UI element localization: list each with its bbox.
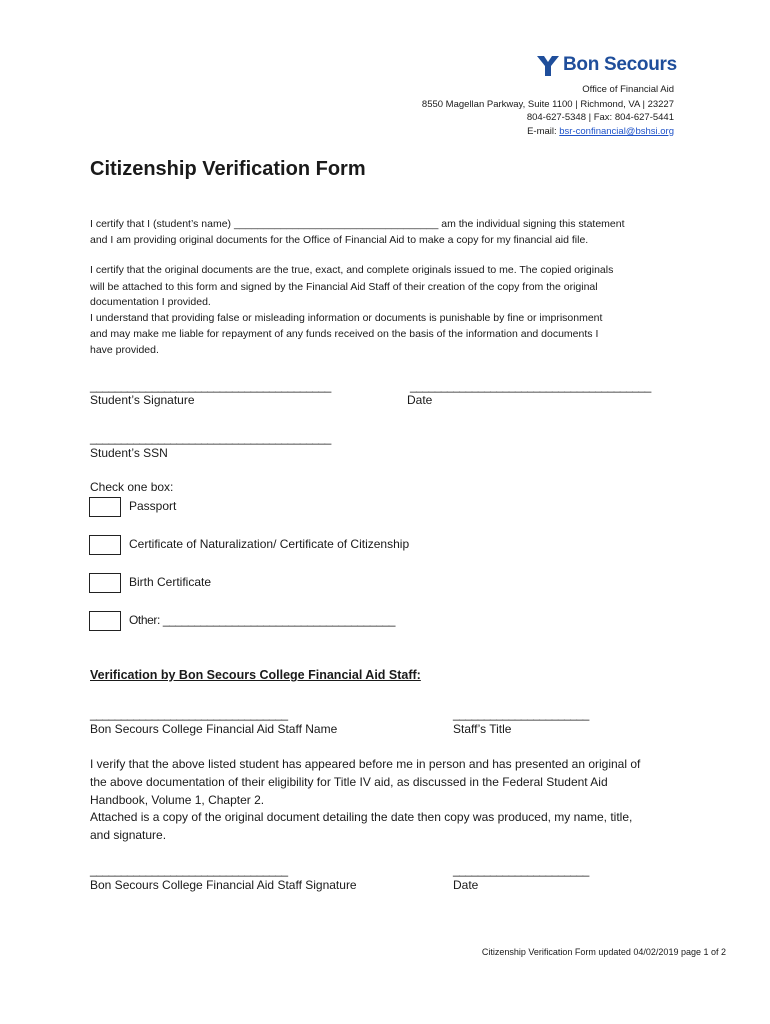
certify-line-6: have provided. (90, 344, 159, 356)
student-signature-label: Student’s Signature (90, 393, 195, 407)
verify-line-4: Attached is a copy of the original document detailing the date then copy was produced, my name, title, (90, 810, 633, 824)
passport-label: Passport (129, 499, 177, 513)
email-label: E-mail: (527, 126, 560, 137)
naturalization-checkbox[interactable] (89, 535, 121, 555)
student-date-line[interactable]: _______________________________________ (410, 379, 651, 393)
check-prompt: Check one box: (90, 480, 174, 494)
verify-line-2: the above documentation of their eligibility for Title IV aid, as discussed in the Federal Student Aid (90, 775, 608, 789)
staff-signature-line[interactable]: ________________________________ (90, 863, 288, 877)
brand-name: Bon Secours (563, 54, 677, 75)
certify-line-5: and may make me liable for repayment of any funds received on the basis of the information and documents I (90, 328, 599, 340)
student-ssn-label: Student’s SSN (90, 446, 168, 460)
other-checkbox[interactable] (89, 611, 121, 631)
other-label: Other: _____________________________________ (129, 613, 396, 627)
birth-certificate-label: Birth Certificate (129, 575, 212, 589)
certify-line-2: will be attached to this form and signed by the Financial Aid Staff of their creation of the copy from the original (90, 281, 598, 293)
email-link[interactable]: bsr-confinancial@bshsi.org (559, 126, 674, 137)
office-name: Office of Financial Aid (582, 84, 674, 95)
office-address: 8550 Magellan Parkway, Suite 1100 | Richmond, VA | 23227 (421, 99, 674, 110)
verify-line-1: I verify that the above listed student has appeared before me in person and has presented an original of (90, 757, 641, 771)
page-title: Citizenship Verification Form (90, 158, 366, 180)
verification-heading: Verification by Bon Secours College Financial Aid Staff: (90, 668, 421, 682)
staff-title-label: Staff’s Title (453, 722, 512, 736)
bon-secours-logo (535, 52, 677, 80)
certify-line-4: I understand that providing false or misleading information or documents is punishable by fine or imprisonment (90, 312, 603, 324)
certify-line-1: I certify that the original documents are the true, exact, and complete originals issued to me. The copied originals (90, 264, 614, 276)
office-phone: 804-627-5348 | Fax: 804-627-5441 (526, 112, 674, 123)
student-ssn-line[interactable]: _______________________________________ (90, 431, 331, 445)
staff-signature-label: Bon Secours College Financial Aid Staff Signature (90, 878, 357, 892)
birth-certificate-checkbox[interactable] (89, 573, 121, 593)
staff-name-line[interactable]: ________________________________ (90, 707, 288, 721)
intro-line-2: and I am providing original documents for the Office of Financial Aid to make a copy for my financial aid file. (90, 234, 589, 246)
staff-date-line[interactable]: ______________________ (453, 863, 589, 877)
staff-date-label: Date (453, 878, 479, 892)
intro-line-1: I certify that I (student’s name) ___________________________________ am the individual signing this statement (90, 218, 625, 230)
page-footer: Citizenship Verification Form updated 04/02/2019 page 1 of 2 (481, 947, 726, 957)
verify-line-3: Handbook, Volume 1, Chapter 2. (90, 793, 265, 807)
student-signature-line[interactable]: _______________________________________ (90, 379, 331, 393)
staff-name-label: Bon Secours College Financial Aid Staff Name (90, 722, 338, 736)
verify-line-5: and signature. (90, 828, 167, 842)
passport-checkbox[interactable] (89, 497, 121, 517)
certify-line-3: documentation I provided. (90, 296, 211, 308)
bon-secours-cross-icon (535, 53, 561, 77)
office-email (527, 124, 674, 139)
staff-title-line[interactable]: ______________________ (453, 707, 589, 721)
student-date-label: Date (407, 393, 433, 407)
naturalization-label: Certificate of Naturalization/ Certificate of Citizenship (129, 537, 410, 551)
